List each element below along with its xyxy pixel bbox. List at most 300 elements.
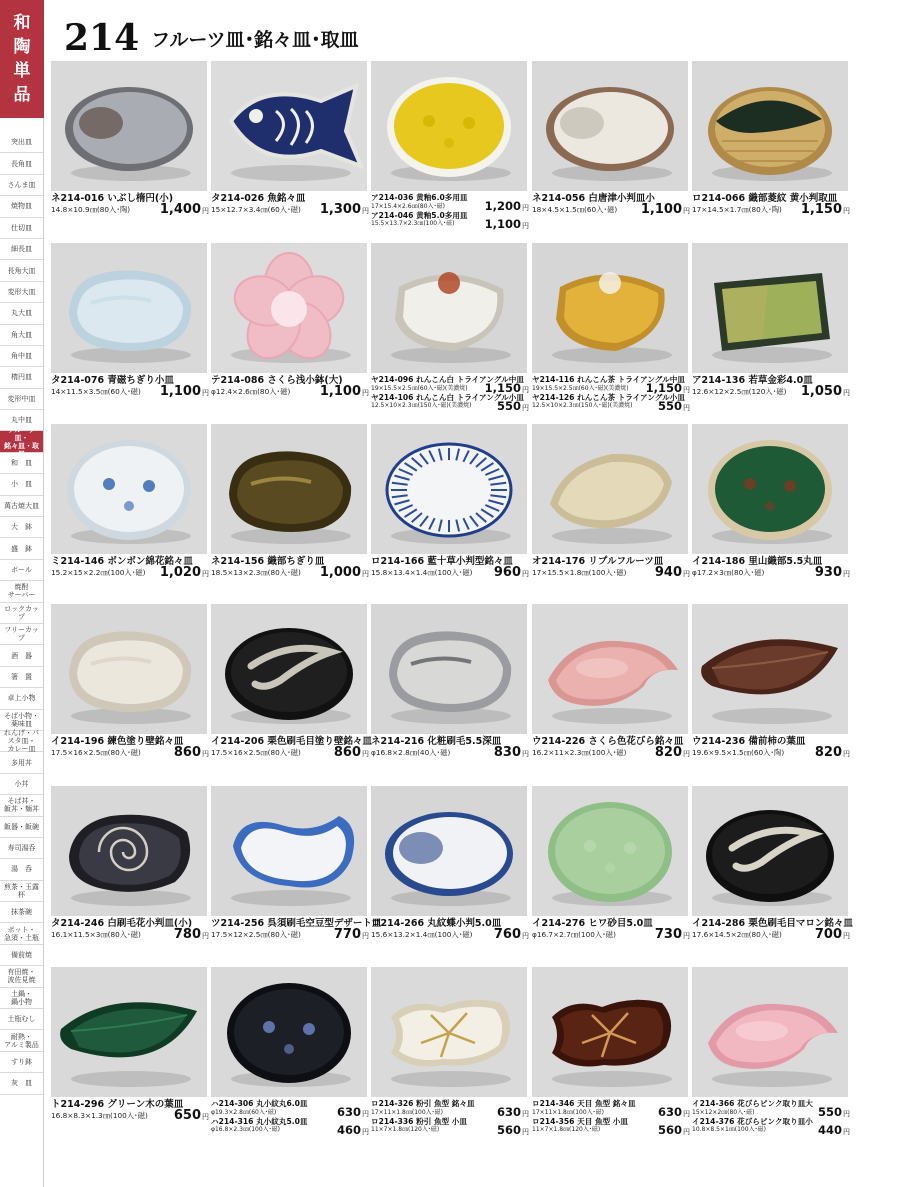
product-price xyxy=(658,400,690,414)
yen-unit: 円 xyxy=(362,750,369,758)
product-code: イ214-276 xyxy=(532,918,586,929)
product-code: ロ214-356 xyxy=(532,1116,575,1126)
category-label xyxy=(0,0,44,118)
yen-unit: 円 xyxy=(362,1110,369,1118)
sidebar-index-item[interactable]: 変形大皿 xyxy=(0,282,43,303)
product-caption xyxy=(211,1099,369,1137)
sidebar-index-item[interactable]: 焼酎 サーバー xyxy=(0,581,43,602)
product-card[interactable] xyxy=(371,243,527,423)
product-spec: 19.6×9.5×1.5㎝(60入･陶) xyxy=(692,748,785,757)
product-card[interactable] xyxy=(532,424,688,604)
product-price xyxy=(815,565,850,580)
product-price xyxy=(320,565,369,580)
price-value: 560 xyxy=(496,1123,521,1137)
yen-unit: 円 xyxy=(522,222,529,230)
product-spec: 17.5×16×2.5㎝(80入･磁) xyxy=(51,748,141,757)
product-row xyxy=(51,604,849,784)
product-name: 粉引 魚型 小皿 xyxy=(416,1116,467,1126)
product-card[interactable] xyxy=(692,424,848,604)
product-card[interactable] xyxy=(532,967,688,1147)
product-code: イ214-286 xyxy=(692,918,746,929)
yen-unit: 円 xyxy=(202,932,209,940)
sidebar-index-item[interactable]: 焼物皿 xyxy=(0,196,43,217)
product-spec: 16.1×11.5×3㎝(80入･磁) xyxy=(51,930,141,939)
product-card[interactable] xyxy=(211,604,372,784)
product-photo xyxy=(211,786,367,916)
sidebar-index-item[interactable]: 丸大皿 xyxy=(0,303,43,324)
price-value: 1,000 xyxy=(319,565,361,580)
product-price xyxy=(658,1124,690,1138)
sidebar-index-item[interactable]: 盛 鉢 xyxy=(0,538,43,559)
sidebar-index-item[interactable]: 耐熱・ アルミ製品 xyxy=(0,1030,43,1051)
price-value: 1,050 xyxy=(800,384,842,399)
product-card[interactable] xyxy=(51,604,207,784)
product-code: タ214-026 xyxy=(211,193,265,204)
price-value: 630 xyxy=(657,1105,682,1119)
product-card[interactable] xyxy=(51,786,207,966)
sidebar-index-item[interactable]: 土鍋・ 鍋小物 xyxy=(0,988,43,1009)
product-code: ネ214-156 xyxy=(211,556,265,567)
product-code: ト214-296 xyxy=(51,1099,105,1110)
product-spec: 14×11.5×3.5㎝(60入･磁) xyxy=(51,387,141,396)
product-name: 栗色刷毛目塗り壁銘々皿 xyxy=(267,736,372,747)
product-photo xyxy=(211,424,367,554)
product-spec: 15.8×13.4×1.4㎝(100入･磁) xyxy=(371,568,473,577)
product-name: 花びらピンク取り皿小 xyxy=(737,1116,813,1126)
product-card[interactable] xyxy=(371,61,527,241)
sidebar-index-item[interactable]: 箸 置 xyxy=(0,667,43,688)
product-name: 白刷毛花小判皿(小) xyxy=(107,918,193,929)
product-card[interactable] xyxy=(371,604,527,784)
product-caption xyxy=(51,556,209,578)
product-card[interactable] xyxy=(532,61,688,241)
product-name: 黄釉5.0多用皿 xyxy=(416,210,468,220)
sidebar-index-item[interactable]: さんま皿 xyxy=(0,175,43,196)
price-value: 730 xyxy=(654,927,682,942)
yen-unit: 円 xyxy=(362,570,369,578)
product-code: テ214-086 xyxy=(211,375,265,386)
price-value: 1,150 xyxy=(645,381,682,395)
price-value: 630 xyxy=(496,1105,521,1119)
product-spec: 17.5×12×2.5㎝(80入･磁) xyxy=(211,930,301,939)
product-name: 黄釉6.0多用皿 xyxy=(416,193,468,202)
product-spec: φ19.3×2.8㎝(60入･磁) xyxy=(211,1108,277,1116)
price-value: 650 xyxy=(173,1108,201,1123)
product-code: ミ214-146 xyxy=(51,556,105,567)
sidebar-index-item[interactable]: 丸中皿 xyxy=(0,410,43,431)
price-value: 820 xyxy=(814,745,842,760)
yen-unit: 円 xyxy=(362,1128,369,1136)
product-caption xyxy=(211,918,382,942)
product-spec: 15×12.7×3.4㎝(60入･磁) xyxy=(211,205,301,214)
product-name: 備前柿の葉皿 xyxy=(748,736,806,747)
product-name: 白唐津小判皿小 xyxy=(588,193,655,204)
product-photo xyxy=(371,967,527,1097)
category-char: 単 xyxy=(13,61,31,81)
sidebar-index-item[interactable]: 多用丼 xyxy=(0,752,43,773)
product-photo xyxy=(692,604,848,734)
sidebar-index-item[interactable]: ボール xyxy=(0,560,43,581)
product-code: ロ214-336 xyxy=(371,1116,414,1126)
product-spec: 17.5×16×2.5㎝(80入･磁) xyxy=(211,748,301,757)
sidebar-index-item[interactable]: 楕円皿 xyxy=(0,367,43,388)
sidebar-index-item[interactable]: 煎茶・玉露杯 xyxy=(0,881,43,902)
product-code: ア214-036 xyxy=(371,193,414,202)
product-row xyxy=(51,786,853,966)
product-price xyxy=(485,218,529,232)
product-name: 化粧刷毛5.5深皿 xyxy=(427,736,502,747)
yen-unit: 円 xyxy=(843,207,850,215)
sidebar-index-item[interactable]: すり鉢 xyxy=(0,1052,43,1073)
product-spec: 19×15.5×2.5㎝(60入･磁)(美濃焼) xyxy=(532,384,629,392)
price-value: 700 xyxy=(814,927,842,942)
product-photo xyxy=(532,424,688,554)
product-spec: 18.5×13×2.3㎝(80入･磁) xyxy=(211,568,301,577)
product-spec: φ12.4×2.6㎝(80入･磁) xyxy=(211,387,291,396)
product-caption xyxy=(371,193,529,231)
product-photo xyxy=(211,61,367,191)
yen-unit: 円 xyxy=(522,1128,529,1136)
product-caption xyxy=(532,375,690,413)
product-caption xyxy=(371,375,529,413)
category-char: 和 xyxy=(13,13,31,33)
product-spec: 17×11×1.8㎝(100入･磁) xyxy=(371,1108,444,1116)
product-price xyxy=(818,1124,850,1138)
product-card[interactable] xyxy=(371,967,527,1147)
product-name: 藍十草小判型銘々皿 xyxy=(427,556,513,567)
yen-unit: 円 xyxy=(522,404,529,412)
price-value: 550 xyxy=(817,1105,842,1119)
product-card[interactable] xyxy=(371,424,527,604)
price-value: 440 xyxy=(817,1123,842,1137)
product-row xyxy=(51,61,849,241)
product-spec: φ17.2×3㎝(80入･磁) xyxy=(692,568,765,577)
yen-unit: 円 xyxy=(202,389,209,397)
product-name: 呉須刷毛空豆型デザート皿 xyxy=(267,918,382,929)
sidebar-index-item[interactable]: 和 皿 xyxy=(0,453,43,474)
price-value: 550 xyxy=(496,399,521,413)
sidebar-index-item[interactable]: 大 鉢 xyxy=(0,517,43,538)
product-name: 粉引 魚型 銘々皿 xyxy=(416,1099,475,1108)
product-code: ヤ214-126 xyxy=(532,392,575,402)
product-spec: 11×7×1.8㎝(120入･磁) xyxy=(532,1126,601,1133)
product-card[interactable] xyxy=(211,786,382,966)
product-code: ア214-136 xyxy=(692,375,746,386)
product-card[interactable] xyxy=(51,424,207,604)
product-code: ヤ214-096 xyxy=(371,375,414,384)
product-caption xyxy=(371,918,529,940)
product-spec: 15.2×15×2.2㎝(100入･磁) xyxy=(51,568,146,577)
price-value: 930 xyxy=(814,565,842,580)
sidebar-index-item[interactable]: 細長皿 xyxy=(0,239,43,260)
yen-unit: 円 xyxy=(522,570,529,578)
sidebar-index-item[interactable]: 有田焼・ 波佐見焼 xyxy=(0,966,43,987)
product-spec: φ16.8×2.8㎝(40入･磁) xyxy=(371,748,451,757)
sidebar-index-item[interactable]: そば丼・ 飯丼・麺丼 xyxy=(0,795,43,816)
product-price xyxy=(801,384,850,399)
product-spec: 17×15.5×1.8㎝(100入･磁) xyxy=(532,568,627,577)
product-code: ロ214-166 xyxy=(371,556,425,567)
sidebar-index-item[interactable]: フルーツ皿・ 銘々皿・取皿 xyxy=(0,431,43,452)
product-photo xyxy=(692,424,848,554)
yen-unit: 円 xyxy=(843,389,850,397)
price-value: 1,100 xyxy=(319,384,361,399)
product-name: 丸小紋丸6.0皿 xyxy=(256,1099,308,1108)
sidebar-index-item[interactable]: 小 皿 xyxy=(0,474,43,495)
product-spec: 17.6×14.5×2㎝(80入･磁) xyxy=(692,930,782,939)
product-price xyxy=(334,927,369,942)
product-row xyxy=(51,967,849,1147)
product-spec: 12.5×10×2.3㎝(150入･磁)(美濃焼) xyxy=(532,402,633,409)
yen-unit: 円 xyxy=(683,750,690,758)
product-name: 魚銘々皿 xyxy=(267,193,306,204)
price-value: 820 xyxy=(654,745,682,760)
product-card[interactable] xyxy=(692,243,848,423)
product-card[interactable] xyxy=(692,786,853,966)
product-card[interactable] xyxy=(692,604,848,784)
product-row xyxy=(51,424,849,604)
price-value: 860 xyxy=(333,745,361,760)
product-price xyxy=(641,202,690,217)
product-photo xyxy=(51,243,207,373)
yen-unit: 円 xyxy=(202,1113,209,1121)
product-price xyxy=(815,927,850,942)
product-caption xyxy=(692,556,850,578)
product-code: ネ214-216 xyxy=(371,736,425,747)
product-card[interactable] xyxy=(532,604,688,784)
product-code: ロ214-066 xyxy=(692,193,746,204)
product-code: タ214-246 xyxy=(51,918,105,929)
product-price xyxy=(160,565,209,580)
product-card[interactable] xyxy=(51,243,207,423)
price-value: 1,300 xyxy=(319,202,361,217)
price-value: 1,100 xyxy=(159,384,201,399)
product-card[interactable] xyxy=(211,967,367,1147)
product-caption xyxy=(692,736,850,758)
product-card[interactable] xyxy=(692,967,848,1147)
product-name: リプルフルーツ皿 xyxy=(588,556,664,567)
price-value: 940 xyxy=(654,565,682,580)
product-price xyxy=(174,745,209,760)
product-caption xyxy=(211,736,372,760)
product-name: 栗色刷毛目マロン銘々皿 xyxy=(748,918,853,929)
product-caption xyxy=(51,918,209,940)
sidebar-index-item[interactable]: 湯 呑 xyxy=(0,859,43,880)
product-spec: 14.8×10.9㎝(80入･陶) xyxy=(51,205,131,214)
product-name: 青磁ちぎり小皿 xyxy=(107,375,174,386)
price-value: 1,200 xyxy=(484,199,521,213)
product-name: 織部ちぎり皿 xyxy=(267,556,325,567)
yen-unit: 円 xyxy=(202,750,209,758)
yen-unit: 円 xyxy=(522,932,529,940)
page-number: 214 xyxy=(64,17,140,59)
product-price xyxy=(494,565,529,580)
product-spec: 16.2×11×2.3㎝(100入･磁) xyxy=(532,748,627,757)
price-value: 1,020 xyxy=(159,565,201,580)
product-caption xyxy=(371,556,529,578)
product-name: れんこん白 トライアングル中皿 xyxy=(416,375,524,384)
product-photo xyxy=(692,243,848,373)
product-price xyxy=(655,745,690,760)
product-caption xyxy=(371,736,529,758)
yen-unit: 円 xyxy=(683,1110,690,1118)
product-code: イ214-186 xyxy=(692,556,746,567)
product-spec: 17×11×1.8㎝(100入･磁) xyxy=(532,1108,605,1116)
product-spec: 10.8×8.5×1㎝(100入･磁) xyxy=(692,1126,766,1133)
product-caption xyxy=(692,918,853,942)
sidebar-index-item[interactable]: 角中皿 xyxy=(0,346,43,367)
sidebar-index-item[interactable]: ロックカップ xyxy=(0,603,43,624)
product-caption xyxy=(51,1099,209,1121)
product-caption xyxy=(51,193,209,215)
yen-unit: 円 xyxy=(843,932,850,940)
product-photo xyxy=(371,424,527,554)
category-index-list xyxy=(0,132,43,1095)
sidebar-index-item[interactable]: 土瓶むし xyxy=(0,1009,43,1030)
yen-unit: 円 xyxy=(362,389,369,397)
product-photo xyxy=(371,786,527,916)
sidebar-index-item[interactable]: 角大皿 xyxy=(0,325,43,346)
price-value: 560 xyxy=(657,1123,682,1137)
product-name: 若草金彩4.0皿 xyxy=(748,375,813,386)
price-value: 760 xyxy=(493,927,521,942)
product-spec: φ16.8×2.3㎝(100入･磁) xyxy=(211,1126,281,1133)
product-price xyxy=(494,745,529,760)
product-card[interactable] xyxy=(51,61,207,241)
product-photo xyxy=(692,786,848,916)
product-photo xyxy=(211,604,367,734)
product-code: ウ214-226 xyxy=(532,736,586,747)
product-spec: 17×14.5×1.7㎝(80入･陶) xyxy=(692,205,782,214)
product-card[interactable] xyxy=(211,243,367,423)
sidebar-index-item[interactable]: ポット・ 急須・土瓶 xyxy=(0,923,43,944)
product-caption xyxy=(51,375,209,397)
yen-unit: 円 xyxy=(843,570,850,578)
product-photo xyxy=(532,786,688,916)
product-price xyxy=(320,384,369,399)
price-value: 770 xyxy=(333,927,361,942)
product-name: 丸小紋丸5.0皿 xyxy=(256,1116,308,1126)
product-card[interactable] xyxy=(211,61,367,241)
product-spec: 11×7×1.8㎝(120入･磁) xyxy=(371,1126,440,1133)
product-code: ネ214-056 xyxy=(532,193,586,204)
price-value: 630 xyxy=(336,1105,361,1119)
product-spec: 12.5×10×2.3㎝(150入･磁)(美濃焼) xyxy=(371,402,472,409)
product-price xyxy=(815,745,850,760)
product-spec: 12.6×12×2.5㎝(120入･磁) xyxy=(692,387,787,396)
sidebar-index-item[interactable]: 仕切皿 xyxy=(0,218,43,239)
product-photo xyxy=(532,604,688,734)
sidebar-index-item[interactable]: 寿司湯呑 xyxy=(0,838,43,859)
sidebar-index-item[interactable]: 備前焼 xyxy=(0,945,43,966)
price-value: 960 xyxy=(493,565,521,580)
product-name: れんこん白 トライアングル小皿 xyxy=(416,392,524,402)
product-card[interactable] xyxy=(532,786,688,966)
sidebar-index-item[interactable]: 卓上小物 xyxy=(0,688,43,709)
product-code: ロ214-326 xyxy=(371,1099,414,1108)
product-price xyxy=(497,400,529,414)
sidebar-index-item[interactable]: そば小物・ 薬味皿 xyxy=(0,710,43,731)
product-card[interactable] xyxy=(51,967,207,1147)
product-caption xyxy=(692,193,850,215)
product-code: タ214-076 xyxy=(51,375,105,386)
price-value: 780 xyxy=(173,927,201,942)
product-card[interactable] xyxy=(692,61,848,241)
product-name: 花びらピンク取り皿大 xyxy=(737,1099,813,1108)
product-photo xyxy=(51,424,207,554)
yen-unit: 円 xyxy=(522,204,529,212)
product-photo xyxy=(532,967,688,1097)
product-spec: 17×15.4×2.6㎝(80入･磁) xyxy=(371,202,445,210)
sidebar-index-item[interactable]: 変形中皿 xyxy=(0,389,43,410)
product-name: 天目 魚型 小皿 xyxy=(577,1116,628,1126)
sidebar-index-item[interactable]: 酒 器 xyxy=(0,645,43,666)
product-photo xyxy=(51,967,207,1097)
sidebar-index-item[interactable]: 灰 皿 xyxy=(0,1073,43,1094)
price-value: 550 xyxy=(657,399,682,413)
yen-unit: 円 xyxy=(522,1110,529,1118)
product-spec: 15×12×2㎝(80入･磁) xyxy=(692,1108,755,1116)
product-card[interactable] xyxy=(532,243,688,423)
product-name: 織部菱紋 黄小判取皿 xyxy=(748,193,838,204)
sidebar-index-item[interactable]: れんげ・パスタ皿・ カレー皿 xyxy=(0,731,43,752)
yen-unit: 円 xyxy=(683,386,690,394)
sidebar-index-item[interactable]: 萬古焼大皿 xyxy=(0,496,43,517)
product-caption xyxy=(371,1099,529,1137)
yen-unit: 円 xyxy=(202,207,209,215)
product-code: ツ214-256 xyxy=(211,918,265,929)
product-name: さくら浅小鉢(大) xyxy=(267,375,343,386)
product-photo xyxy=(51,786,207,916)
yen-unit: 円 xyxy=(683,404,690,412)
sidebar-index-item[interactable]: 抹茶碗 xyxy=(0,902,43,923)
product-price xyxy=(160,202,209,217)
product-photo xyxy=(51,604,207,734)
yen-unit: 円 xyxy=(683,570,690,578)
product-photo xyxy=(532,243,688,373)
sidebar-index-item[interactable]: 飯器・飯碗 xyxy=(0,817,43,838)
product-caption xyxy=(532,918,690,940)
sidebar-index-item[interactable]: 小丼 xyxy=(0,774,43,795)
yen-unit: 円 xyxy=(843,750,850,758)
product-name: 里山織部5.5丸皿 xyxy=(748,556,823,567)
product-caption xyxy=(211,375,369,397)
sidebar-index-item[interactable]: フリーカップ xyxy=(0,624,43,645)
product-code: ロ214-346 xyxy=(532,1099,575,1108)
product-price xyxy=(494,927,529,942)
sidebar-index-item[interactable]: 長角皿 xyxy=(0,153,43,174)
category-char: 品 xyxy=(13,85,31,105)
page-header xyxy=(64,14,359,58)
product-name: 丸紋蝶小判5.0皿 xyxy=(427,918,502,929)
product-code: ウ214-236 xyxy=(692,736,746,747)
product-price xyxy=(655,565,690,580)
product-name: 練色塗り壁銘々皿 xyxy=(107,736,184,747)
yen-unit: 円 xyxy=(522,750,529,758)
product-caption xyxy=(692,375,850,397)
product-caption xyxy=(532,1099,690,1137)
product-price xyxy=(497,1124,529,1138)
product-card[interactable] xyxy=(371,786,527,966)
price-value: 830 xyxy=(493,745,521,760)
product-card[interactable] xyxy=(211,424,367,604)
yen-unit: 円 xyxy=(362,207,369,215)
sidebar-index-item[interactable]: 突出皿 xyxy=(0,132,43,153)
product-price xyxy=(655,927,690,942)
sidebar-index-item[interactable]: 長角大皿 xyxy=(0,260,43,281)
product-photo xyxy=(532,61,688,191)
product-spec: 19×15.5×2.5㎝(60入･磁)(美濃焼) xyxy=(371,384,468,392)
